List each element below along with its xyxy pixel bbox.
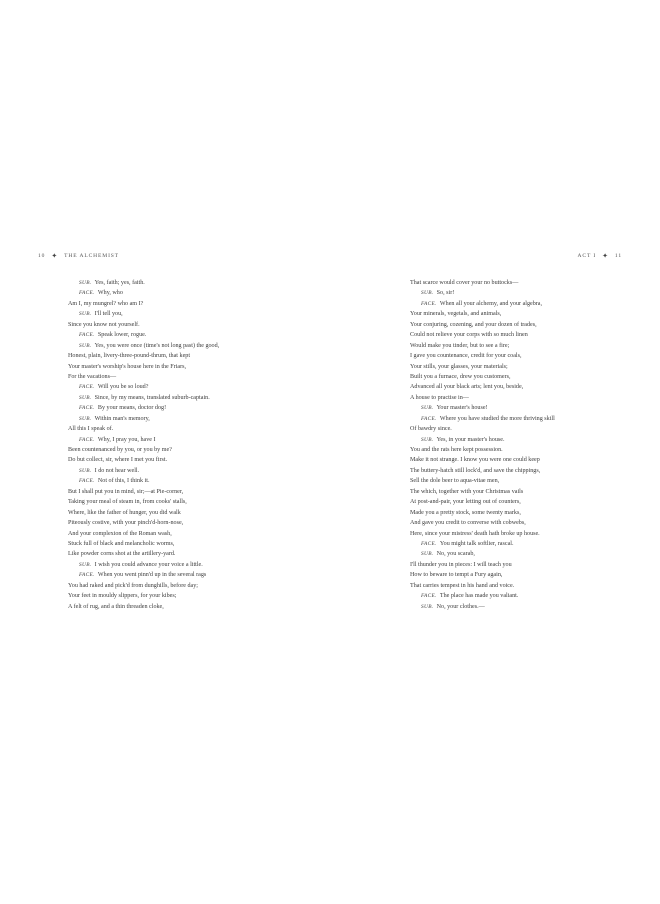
line-text: Your master's house! [436, 405, 488, 412]
line-text: Am I, my mungrel? who am I? [68, 300, 144, 307]
line-text: I do not hear well. [94, 467, 140, 474]
verse-line [410, 591, 630, 601]
verse-line [68, 435, 318, 445]
verse-line [68, 445, 318, 455]
verse-line [410, 278, 630, 288]
verse-line [410, 341, 630, 351]
line-text: Yes, faith; yes, faith. [94, 280, 145, 286]
speaker-name: SUB. [421, 290, 434, 297]
speaker-name: FACE. [79, 436, 95, 443]
verse-line [68, 529, 318, 539]
ornament-icon: ✦ [602, 252, 609, 260]
verse-line [410, 435, 630, 445]
verse-line [68, 455, 318, 465]
verse-line [68, 351, 318, 361]
verse-line [68, 602, 318, 612]
line-text: That carries tempest in his hand and voice. [410, 582, 515, 589]
verse-line [68, 497, 318, 507]
line-text: Of bawdry since. [410, 426, 452, 433]
line-text: And gave you credit to converse with cobwebs, [410, 520, 526, 527]
speaker-name: SUB. [421, 436, 434, 443]
speaker-name: FACE. [79, 405, 95, 412]
line-text: A house to practise in— [410, 394, 469, 401]
speaker-name: FACE. [421, 540, 437, 547]
line-text: Not of this, I think it. [97, 478, 150, 485]
line-text: All this I speak of. [68, 426, 114, 433]
line-text: When all your alchemy, and your algebra, [439, 300, 543, 307]
verse-line [410, 497, 630, 507]
line-text: Speak lower, rogue. [97, 332, 147, 339]
line-text: Will you be so loud? [97, 384, 149, 391]
verse-line [68, 549, 318, 559]
speaker-name: FACE. [421, 415, 437, 422]
line-text: Yes, in your master's house. [436, 436, 505, 443]
verse-line [410, 518, 630, 528]
verse-line [68, 382, 318, 392]
verse-line [68, 372, 318, 382]
verse-line [410, 288, 630, 298]
line-text: Would make you tinder, but to see a fire; [410, 342, 510, 349]
line-text: Sell the dole beer to aqua-vitae men, [410, 478, 500, 485]
line-text: Piteously costive, with your pinch'd-horn-nose, [68, 520, 184, 527]
line-text: Do but collect, sir, where I met you first. [68, 457, 168, 464]
speaker-name: SUB. [79, 415, 92, 422]
verse-line [410, 403, 630, 413]
line-text: Within man's memory, [94, 415, 150, 422]
verse-line [410, 508, 630, 518]
speaker-name: SUB. [79, 342, 92, 349]
verse-line [410, 414, 630, 424]
line-text: But I shall put you in mind, sir;—at Pie-corner, [68, 488, 184, 495]
line-text: Honest, plain, livery-three-pound-thrum, that kept [68, 353, 191, 360]
line-text: I'll thunder you in pieces: I will teach you [410, 561, 512, 568]
line-text: When you went pinn'd up in the several rags [97, 572, 207, 579]
verse-line [68, 362, 318, 372]
verse-line [410, 466, 630, 476]
verse-line [68, 393, 318, 403]
speaker-name: SUB. [79, 561, 92, 568]
line-text: Since, by my means, translated suburb-captain. [94, 394, 210, 401]
verse-line [410, 330, 630, 340]
line-text: By your means, doctor dog! [97, 405, 167, 412]
line-text: Been countenanced by you, or you by me? [68, 447, 172, 453]
verse-line [410, 424, 630, 434]
verse-line [410, 309, 630, 319]
speaker-name: SUB. [421, 551, 434, 558]
line-text: Taking your meal of steam in, from cooks' stalls, [68, 499, 187, 506]
left-page-number: 10 [38, 253, 46, 259]
verse-line [410, 382, 630, 392]
verse-line [410, 393, 630, 403]
line-text: No, you scarab, [436, 551, 475, 558]
line-text: You and the rats here kept possession. [410, 447, 503, 453]
verse-line [68, 424, 318, 434]
line-text: Stuck full of black and melancholic worms, [68, 540, 175, 547]
verse-line [68, 476, 318, 486]
verse-line [410, 455, 630, 465]
verse-line [410, 351, 630, 361]
speaker-name: FACE. [79, 478, 95, 485]
verse-line [68, 487, 318, 497]
verse-line [68, 570, 318, 580]
verse-line [410, 476, 630, 486]
verse-line [68, 560, 318, 570]
right-page-text [410, 278, 630, 612]
speaker-name: SUB. [79, 394, 92, 401]
line-text: I'll tell you, [94, 311, 123, 318]
verse-line [410, 602, 630, 612]
verse-line [68, 278, 318, 288]
speaker-name: SUB. [421, 603, 434, 610]
line-text: At post-and-pair, your letting out of counters, [410, 499, 521, 506]
verse-line [68, 299, 318, 309]
verse-line [68, 341, 318, 351]
speaker-name: SUB. [79, 280, 92, 286]
verse-line [410, 372, 630, 382]
verse-line [68, 288, 318, 298]
verse-line [410, 320, 630, 330]
line-text: Where you have studied the more thriving skill [439, 415, 555, 422]
verse-line [68, 539, 318, 549]
line-text: How to beware to tempt a Fury again, [410, 572, 503, 579]
line-text: You might talk softlier, rascal. [439, 540, 514, 547]
verse-line [410, 529, 630, 539]
line-text: A felt of rug, and a thin threaden cloke, [68, 603, 164, 610]
verse-line [410, 560, 630, 570]
right-running-head [578, 252, 622, 260]
line-text: Here, since your mistress' death hath broke up house. [410, 530, 540, 537]
verse-line [68, 330, 318, 340]
verse-line [68, 320, 318, 330]
verse-line [68, 591, 318, 601]
verse-line [68, 518, 318, 528]
line-text: Yes, you were once (time's not long past) the good, [94, 342, 220, 349]
verse-line [68, 466, 318, 476]
line-text: Where, like the father of hunger, you did walk [68, 509, 181, 516]
line-text: Advanced all your black arts; lent you, beside, [410, 384, 524, 391]
left-page-text [68, 278, 318, 612]
speaker-name: FACE. [79, 290, 95, 297]
line-text: For the vacations— [68, 373, 117, 380]
line-text: Since you know not yourself. [68, 321, 140, 328]
verse-line [68, 414, 318, 424]
speaker-name: SUB. [79, 467, 92, 474]
line-text: The place has made you valiant. [439, 593, 519, 600]
line-text: The which, together with your Christmas vails [410, 488, 524, 495]
line-text: Why, I pray you, have I [97, 436, 156, 443]
speaker-name: SUB. [421, 405, 434, 412]
verse-line [68, 309, 318, 319]
line-text: Your stills, your glasses, your materials; [410, 363, 508, 370]
verse-line [410, 539, 630, 549]
act-label: ACT I [577, 253, 597, 259]
verse-line [410, 299, 630, 309]
verse-line [410, 549, 630, 559]
line-text: Could not relieve your corps with so much linen [410, 332, 528, 339]
right-page-number: 11 [614, 253, 622, 259]
line-text: Made you a pretty stock, some twenty marks, [410, 509, 521, 516]
line-text: Your master's worship's house here in the Friars, [68, 363, 187, 370]
line-text: So, sir! [436, 290, 455, 297]
line-text: Make it not strange. I know you were one could keep [410, 457, 540, 464]
line-text: Your minerals, vegetals, and animals, [410, 311, 502, 318]
line-text: Your feet in mouldy slippers, for your kibes; [68, 593, 177, 600]
line-text: The buttery-hatch still lock'd, and save the chippings, [410, 467, 541, 474]
line-text: And your complexion of the Roman wash, [68, 530, 172, 537]
line-text: Why, who [97, 290, 123, 297]
verse-line [68, 581, 318, 591]
line-text: Built you a furnace, drew you customers, [410, 373, 511, 380]
verse-line [410, 362, 630, 372]
verse-line [410, 487, 630, 497]
verse-line [410, 445, 630, 455]
ornament-icon: ✦ [51, 252, 59, 260]
line-text: Your conjuring, cozening, and your dozen of trades, [410, 321, 537, 328]
verse-line [410, 581, 630, 591]
verse-line [410, 570, 630, 580]
line-text: You had raked and pick'd from dunghills, before day; [68, 582, 198, 589]
speaker-name: FACE. [421, 300, 437, 307]
speaker-name: FACE. [79, 384, 95, 391]
speaker-name: FACE. [79, 572, 95, 579]
verse-line [68, 508, 318, 518]
left-running-head [38, 252, 119, 260]
speaker-name: FACE. [421, 593, 437, 600]
line-text: Like powder corns shot at the artillery-yard. [68, 551, 176, 558]
line-text: I gave you countenance, credit for your coals, [410, 353, 522, 360]
speaker-name: FACE. [79, 332, 95, 339]
line-text: No, your clothes.— [436, 603, 485, 610]
line-text: That scarce would cover your no buttocks— [410, 280, 519, 286]
speaker-name: SUB. [79, 311, 92, 318]
line-text: I wish you could advance your voice a little. [94, 561, 203, 568]
verse-line [68, 403, 318, 413]
book-title: THE ALCHEMIST [64, 253, 120, 259]
